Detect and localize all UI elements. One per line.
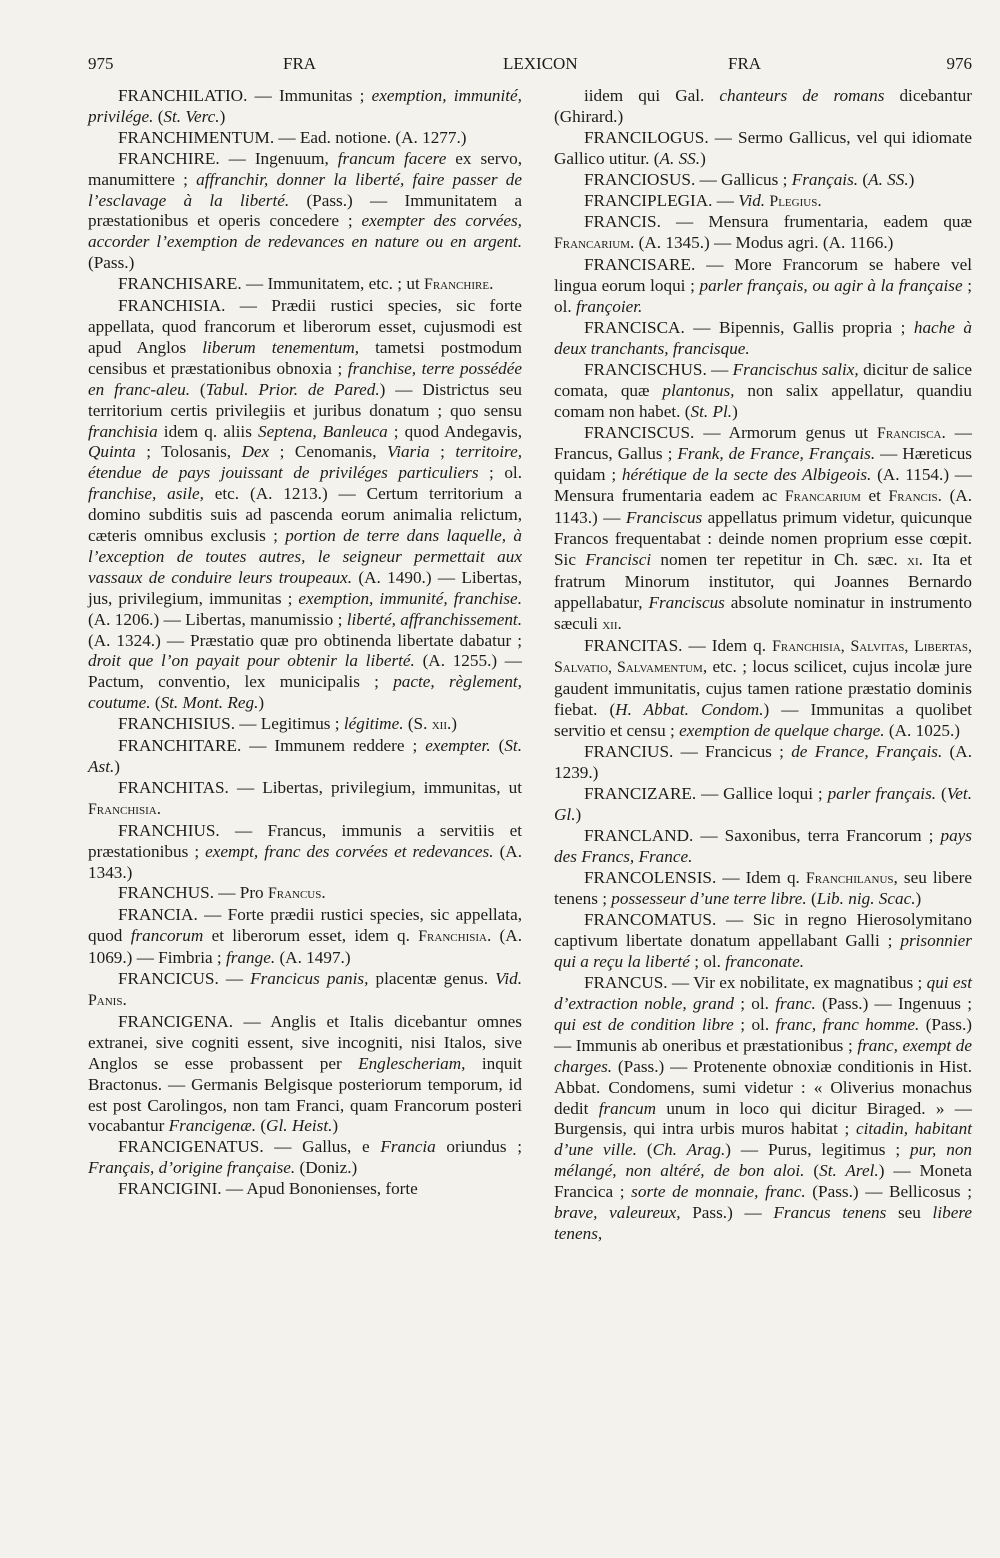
entry-text: ) — Immunitas a quolibet servitio et censu ; <box>554 700 972 741</box>
entry-crossref: Francarium <box>784 488 861 506</box>
entry-crossref: Plegius <box>769 192 818 210</box>
entry-gloss: portion de terre dans laquelle, à l’exception de toutes autres, le seigneur permettait aux vassaux de conduire leurs troupeaux. <box>88 526 522 587</box>
entry-text: nomen ter repetitur in Ch. sæc. <box>651 549 907 569</box>
entry-gloss: exemption de quelque charge. <box>679 721 885 741</box>
entry-text: FRANCISCHUS. — <box>584 359 733 379</box>
entry-text: FRANCIS. — Mensura frumentaria, eadem quæ <box>584 212 972 232</box>
entry-text: FRANCLAND. — Saxonibus, terra Francorum ; <box>584 825 941 845</box>
entry-text: iidem qui Gal. <box>584 86 720 105</box>
dictionary-entry <box>554 128 972 170</box>
dictionary-entry <box>88 736 522 778</box>
entry-text: , seu libere tenens ; <box>554 867 972 909</box>
entry-gloss: territoire, étendue de pays jouissant de priviléges particuliers <box>88 442 522 483</box>
entry-gloss: parler français. <box>827 783 937 803</box>
entry-text: dicitur de salice comata, quæ <box>554 359 973 400</box>
entry-text: . <box>617 613 622 633</box>
dictionary-entry <box>554 423 972 636</box>
entry-crossref: Panis <box>88 991 123 1009</box>
dictionary-entry <box>88 1012 522 1137</box>
dictionary-entry <box>554 826 972 868</box>
entry-text: FRANCHIRE. — Ingenuum, <box>118 148 338 168</box>
entry-gloss: franchisia <box>88 421 158 441</box>
entry-text: Pass.) — <box>680 1203 774 1223</box>
entry-crossref: Franchisia <box>88 800 157 818</box>
entry-text: . <box>122 989 127 1009</box>
dictionary-entry <box>88 821 522 884</box>
entry-crossref: Francisca <box>877 424 942 442</box>
entry-gloss: brave, valeureux, <box>554 1203 681 1223</box>
entry-gloss: Franciscus <box>648 592 725 612</box>
entry-gloss: Ch. Arag. <box>652 1140 726 1160</box>
entry-gloss: possesseur d’une terre libre. <box>611 889 807 909</box>
entry-text: FRANCHUS. — Pro <box>118 883 268 903</box>
entry-gloss: Septena, Banleuca <box>258 421 388 441</box>
entry-gloss: Viaria <box>386 442 430 462</box>
dictionary-entry <box>88 274 522 296</box>
entry-gloss: Francisci <box>585 549 652 569</box>
entry-text: . (A. 1143.) — <box>554 486 972 528</box>
dictionary-entry <box>88 905 522 969</box>
dictionary-entry <box>88 128 522 149</box>
entry-text: (Pass.) — Immunis ab oneribus et præstationibus ; <box>554 1014 972 1055</box>
dictionary-entry <box>554 868 972 911</box>
entry-text: . <box>321 883 326 903</box>
entry-gloss: A. SS. <box>659 148 701 168</box>
dictionary-entry <box>554 910 972 973</box>
entry-gloss: franc. <box>775 993 816 1013</box>
entry-text: ) — Moneta Francica ; <box>554 1161 972 1202</box>
entry-text: ; Cenomanis, <box>269 442 387 462</box>
entry-gloss: Franciscus <box>625 508 703 528</box>
entry-crossref: Franchisia, Salvitas, Libertas, Salvatio, Salvamentum <box>554 637 972 677</box>
entry-text: FRANCHIMENTUM. — Ead. notione. (A. 1277.) <box>118 127 467 147</box>
entry-gloss: Français. <box>791 169 859 189</box>
entry-text: ( <box>490 736 505 756</box>
entry-text: FRANCHITARE. — Immunem reddere ; <box>118 736 426 756</box>
entry-gloss: libere tenens, <box>554 1203 972 1243</box>
entry-crossref: xi <box>907 551 919 569</box>
entry-text: ; ol. <box>478 463 522 483</box>
entry-text: dicebantur (Ghirard.) <box>554 86 972 126</box>
entry-gloss: St. Mont. Reg. <box>160 693 259 713</box>
entry-gloss: franchise, asile, <box>88 484 204 504</box>
entry-text: et liberorum esset, idem q. <box>203 926 419 946</box>
entry-text: FRANCIUS. — Francicus ; <box>584 742 792 762</box>
entry-text: FRANCOMATUS. — Sic in regno Hierosolymitano captivum libertate donatum appellabant Galli ; <box>554 910 972 951</box>
entry-text: (A. 1154.) — Mensura frumentaria eadem ac <box>554 465 972 506</box>
entry-gloss: francorum <box>130 926 204 946</box>
entry-gloss: St. Ast. <box>88 736 522 776</box>
entry-text: (A. 1490.) — Libertas, jus, privilegium, immunitas ; <box>88 567 522 608</box>
entry-gloss: franc, exempt de charges. <box>554 1035 972 1076</box>
entry-gloss: liberté, affranchissement. <box>346 609 522 629</box>
entry-text: — Hæreticus quidam ; <box>554 444 972 485</box>
entry-text: unum in loco qui dicitur Biraged. » — Burgensis, qui intra urbis muros habitat ; <box>554 1098 972 1139</box>
entry-text: FRANCIA. — Forte prædii rustici species, sic appellata, quod <box>88 905 522 946</box>
entry-text: et <box>860 486 889 506</box>
entry-gloss: exempt, franc des corvées et redevances. <box>205 841 494 861</box>
entry-gloss: hérétique de la secte des Albigeois. <box>621 465 872 485</box>
entry-gloss: Quinta <box>88 442 136 462</box>
left-page-number: 975 <box>88 54 114 73</box>
entry-text: ) <box>332 1116 339 1136</box>
entry-gloss: Francus tenens <box>773 1203 887 1223</box>
entry-crossref: xii <box>431 716 447 734</box>
entry-text: (Pass.) — Protenente obnoxiæ conditionis in Hist. Abbat. Condomens, sumi videtur : « Oliverius monachus dedit <box>554 1056 972 1118</box>
entry-text: ( <box>636 1140 653 1160</box>
entry-gloss: hache à deux tranchants, francisque. <box>554 317 972 358</box>
entry-text: non salix appellatur, quandiu comam non habet. ( <box>554 380 972 421</box>
dictionary-entry <box>554 255 972 318</box>
entry-text: FRANCIGENATUS. — Gallus, e <box>118 1137 381 1157</box>
entry-text: ) <box>114 757 120 776</box>
dictionary-entry <box>88 86 522 128</box>
dictionary-entry <box>88 969 522 1012</box>
entry-text: . Ita et fratrum Minorum institutor, qui Joannes Bernardo appellabatur, <box>554 549 972 612</box>
right-page-number: 976 <box>946 54 972 73</box>
entry-crossref: Franchire <box>424 276 490 294</box>
entry-text: FRANCIPLEGIA. — <box>584 190 739 210</box>
entry-text: ex servo, manumittere ; <box>88 148 522 189</box>
entry-gloss: Vet. Gl. <box>554 783 972 824</box>
running-header <box>88 50 972 86</box>
entry-text: ; Tolosanis, <box>135 442 242 462</box>
entry-crossref: Franchilanus <box>805 869 894 887</box>
entry-gloss: francum <box>598 1098 656 1118</box>
left-column <box>88 86 522 1245</box>
entry-text: ) <box>219 106 226 126</box>
entry-gloss: H. Abbat. Condom. <box>615 700 764 720</box>
dictionary-entry <box>554 973 972 1245</box>
entry-text: FRANCHILATIO. — Immunitas ; <box>118 86 372 105</box>
entry-gloss: St. Verc. <box>163 106 220 126</box>
entry-gloss: Englescheriam, <box>358 1053 466 1073</box>
dictionary-entry <box>88 714 522 736</box>
entry-text: etc. (A. 1213.) — Certum territorium a domino subditis suis ad pascenda eorum animalia relictum, cæteris omnibus exclusis ; <box>88 484 522 546</box>
entry-text: oriundus ; <box>435 1137 522 1157</box>
entry-text: ; ol. <box>689 952 726 972</box>
entry-text: (A. 1497.) <box>275 948 351 968</box>
entry-gloss: St. Arel. <box>819 1161 879 1181</box>
entry-gloss: exempter. <box>425 736 491 756</box>
entry-gloss: franconate. <box>725 952 804 972</box>
entry-gloss: franc, franc homme. <box>775 1014 920 1034</box>
entry-text: ) <box>575 804 582 824</box>
entry-text: ) <box>700 148 706 168</box>
entry-text: inquit Bractonus. — Germanis Belgisque posteriorum temporum, id est post Carolingos, non tam Franci, quam Francorum posteri vocabantur <box>88 1053 522 1136</box>
entry-text: FRANCHIUS. — Francus, immunis a servitiis et præstationibus ; <box>88 820 522 861</box>
entry-text: ( <box>858 169 869 189</box>
entry-text: FRANCISCUS. — Armorum genus ut <box>584 422 878 442</box>
entry-text: FRANCHITAS. — Libertas, privilegium, immunitas, ut <box>118 777 522 797</box>
entry-text: FRANCHISIA. — Prædii rustici species, sic forte appellata, quod francorum et liberorum esset, cujusmodi est apud Anglos <box>88 296 522 357</box>
entry-text: FRANCIOSUS. — Gallicus ; <box>584 169 792 189</box>
dictionary-entry <box>554 212 972 255</box>
entry-text: .) <box>447 714 458 734</box>
entry-text: (A. 1343.) <box>88 841 522 882</box>
entry-text: FRANCILOGUS. — Sermo Gallicus, vel qui idiomate Gallico utitur. ( <box>554 127 972 168</box>
entry-gloss: sorte de monnaie, franc. <box>631 1182 806 1202</box>
entry-gloss: Dex <box>241 442 270 462</box>
entry-text: ( <box>804 1161 820 1181</box>
dictionary-entry <box>88 149 522 274</box>
entry-text: ) <box>732 401 738 421</box>
entry-text: ( <box>936 783 947 803</box>
entry-gloss: franchise, terre possédée en franc-aleu. <box>88 358 522 399</box>
entry-text: (A. 1239.) <box>554 742 972 782</box>
dictionary-entry <box>554 636 972 743</box>
entry-text: ) <box>915 889 922 909</box>
dictionary-entry <box>88 296 522 714</box>
dictionary-entry <box>554 360 972 423</box>
entry-gloss: pacte, règlement, coutume. <box>88 672 522 713</box>
entry-text: ; quod Andegavis, <box>387 421 522 441</box>
entry-text: ) <box>908 169 915 189</box>
dictionary-entry <box>88 883 522 905</box>
entry-text: ( <box>806 889 817 909</box>
entry-text: . <box>817 190 822 210</box>
entry-text: (Pass.) — Ingenuus ; <box>815 993 972 1013</box>
entry-crossref: Francarium <box>554 235 631 253</box>
entry-text: ; <box>429 442 456 462</box>
entry-gloss: A. SS. <box>868 169 909 189</box>
entry-gloss: françoier. <box>575 297 643 317</box>
entry-gloss: parler français, ou agir à la française <box>699 276 963 296</box>
entry-text: (A. 1255.) — Pactum, conventio, lex municipalis ; <box>88 651 522 692</box>
dictionary-entry <box>554 784 972 826</box>
entry-gloss: francum facere <box>337 148 447 168</box>
entry-text: (A. 1206.) — Libertas, manumissio ; <box>88 609 347 629</box>
entry-text: FRANCISCA. — Bipennis, Gallis propria ; <box>584 317 914 337</box>
entry-gloss: pur, non mélangé, non altéré, de bon aloi. <box>554 1140 973 1181</box>
entry-text: ) <box>258 693 265 713</box>
entry-crossref: Francus <box>267 885 322 903</box>
entry-text: . <box>489 274 494 294</box>
entry-gloss: de France, Français. <box>791 742 943 762</box>
entry-text: ) — Purus, legitimus ; <box>725 1140 911 1160</box>
entry-text: FRANCHISIUS. — Legitimus ; <box>118 714 344 734</box>
entry-text: (Pass.) <box>88 253 135 273</box>
entry-gloss: Francischus salix, <box>732 359 859 379</box>
entry-gloss: exempter des corvées, accorder l’exemption de redevances en nature ou en argent. <box>88 211 522 252</box>
entry-text: absolute nominatur in instrumento sæculi <box>554 592 972 633</box>
entry-gloss: St. Pl. <box>690 401 733 421</box>
entry-text: FRANCIZARE. — Gallice loqui ; <box>584 783 828 803</box>
entry-text: ( <box>190 379 206 399</box>
entry-gloss: légitime. <box>343 714 404 734</box>
entry-gloss: citadin, habitant d’une ville. <box>554 1119 972 1160</box>
dictionary-entry <box>554 86 972 128</box>
right-column <box>554 86 972 1245</box>
entry-text: FRANCOLENSIS. — Idem q. <box>584 867 806 887</box>
entry-gloss: Tabul. Prior. de Pared. <box>205 379 380 399</box>
entry-text: seu <box>886 1203 933 1223</box>
entry-text: . (A. 1069.) — Fimbria ; <box>88 926 522 968</box>
entry-gloss: Vid. <box>738 190 766 210</box>
dictionary-entry <box>554 318 972 360</box>
entry-text: tametsi postmodum censibus et præstationibus obnoxia ; <box>88 337 522 378</box>
entry-crossref: Franchisia <box>418 928 487 946</box>
dictionary-entry <box>88 1179 522 1200</box>
entry-text: appellatus primum videtur, quicunque Francos frequentabat : deinde nomen proprium esse cœpit. Sic <box>554 508 972 569</box>
entry-text: ) — Districtus seu territorium certis privilegiis et juribus donatum ; quo sensu <box>88 379 522 420</box>
entry-gloss: frange. <box>225 948 276 968</box>
entry-gloss: liberum tenementum, <box>202 337 360 357</box>
entry-gloss: chanteurs de romans <box>719 86 885 105</box>
entry-text: FRANCIGINI. — Apud Bononienses, forte <box>118 1179 418 1199</box>
entry-text: placentæ genus. <box>368 969 496 989</box>
entry-text: idem q. aliis <box>157 421 258 441</box>
entry-text: FRANCIGENA. — Anglis et Italis dicebantur omnes extranei, sive cogniti essent, sive incogniti, nisi Italos, sive Anglos se esse probassent per <box>88 1011 522 1073</box>
entry-gloss: prisonnier qui a reçu la liberté <box>554 931 972 972</box>
entry-text: . — Francus, Gallus ; <box>554 422 972 464</box>
dictionary-entry <box>88 1137 522 1179</box>
dictionary-entry <box>554 191 972 213</box>
entry-gloss: Français, d’origine française. <box>88 1158 296 1178</box>
dictionary-entry <box>88 778 522 821</box>
entry-text: (S. <box>403 714 432 734</box>
entry-text: FRANCITAS. — Idem q. <box>584 635 773 655</box>
right-running-head: FRA <box>728 54 762 73</box>
entry-text: ; ol. <box>733 1014 776 1034</box>
entry-text: (Pass.) — Bellicosus ; <box>805 1182 972 1202</box>
entry-gloss: Vid. <box>495 969 523 989</box>
entry-text: ; ol. <box>554 276 973 317</box>
entry-gloss: pays des Francs, France. <box>554 825 972 866</box>
entry-text: . (A. 1345.) — Modus agri. (A. 1166.) <box>630 233 894 253</box>
dictionary-entry <box>554 742 972 784</box>
entry-text: . <box>156 798 161 818</box>
entry-text: FRANCUS. — Vir ex nobilitate, ex magnatibus ; <box>584 973 927 993</box>
entry-gloss: affranchir, donner la liberté, faire passer de l’esclavage à la liberté. <box>88 169 523 210</box>
entry-gloss: Lib. nig. Scac. <box>816 889 916 909</box>
entry-text: FRANCHISARE. — Immunitatem, etc. ; ut <box>118 274 425 294</box>
entry-gloss: Francicus panis, <box>250 969 369 989</box>
entry-text: FRANCICUS. — <box>118 969 251 989</box>
entry-gloss: droit que l’on payait pour obtenir la liberté. <box>88 651 415 671</box>
entry-gloss: Frank, de France, Français. <box>677 444 876 464</box>
entry-gloss: plantonus, <box>662 380 735 400</box>
entry-gloss: Francigenæ. <box>168 1116 257 1136</box>
entry-text: FRANCISARE. — More Francorum se habere vel lingua eorum loqui ; <box>554 255 972 296</box>
entry-text: ; ol. <box>734 993 776 1013</box>
entry-text: (Pass.) — Immunitatem a præstationibus et operis concedere ; <box>88 190 522 231</box>
entry-gloss: Francia <box>380 1137 436 1157</box>
entry-gloss: qui est d’extraction noble, grand <box>554 973 972 1013</box>
dictionary-entry <box>554 170 972 191</box>
entry-gloss: exemption, immunité, privilége. <box>88 86 522 126</box>
entry-text: , etc. ; locus scilicet, cujus incolæ jure gaudent immunitatis, cujus tamen ratione præstatio dominis fiebat. ( <box>554 657 972 720</box>
entry-gloss: Gl. Heist. <box>266 1116 333 1136</box>
entry-text: ( <box>153 106 164 126</box>
lexicon-title: LEXICON <box>503 54 578 73</box>
entry-text: ( <box>150 693 161 713</box>
entry-text: ( <box>256 1116 267 1136</box>
entry-text: (A. 1324.) — Præstatio quæ pro obtinenda libertate dabatur ; <box>88 630 522 650</box>
entry-gloss: exemption, immunité, franchise. <box>298 588 522 608</box>
entry-crossref: Francis <box>888 488 938 506</box>
entry-text: (A. 1025.) <box>884 721 961 741</box>
entry-crossref: xii <box>602 615 618 633</box>
left-running-head: FRA <box>283 54 317 73</box>
entry-text: (Doniz.) <box>295 1158 358 1178</box>
entry-gloss: qui est de condition libre <box>554 1014 734 1034</box>
